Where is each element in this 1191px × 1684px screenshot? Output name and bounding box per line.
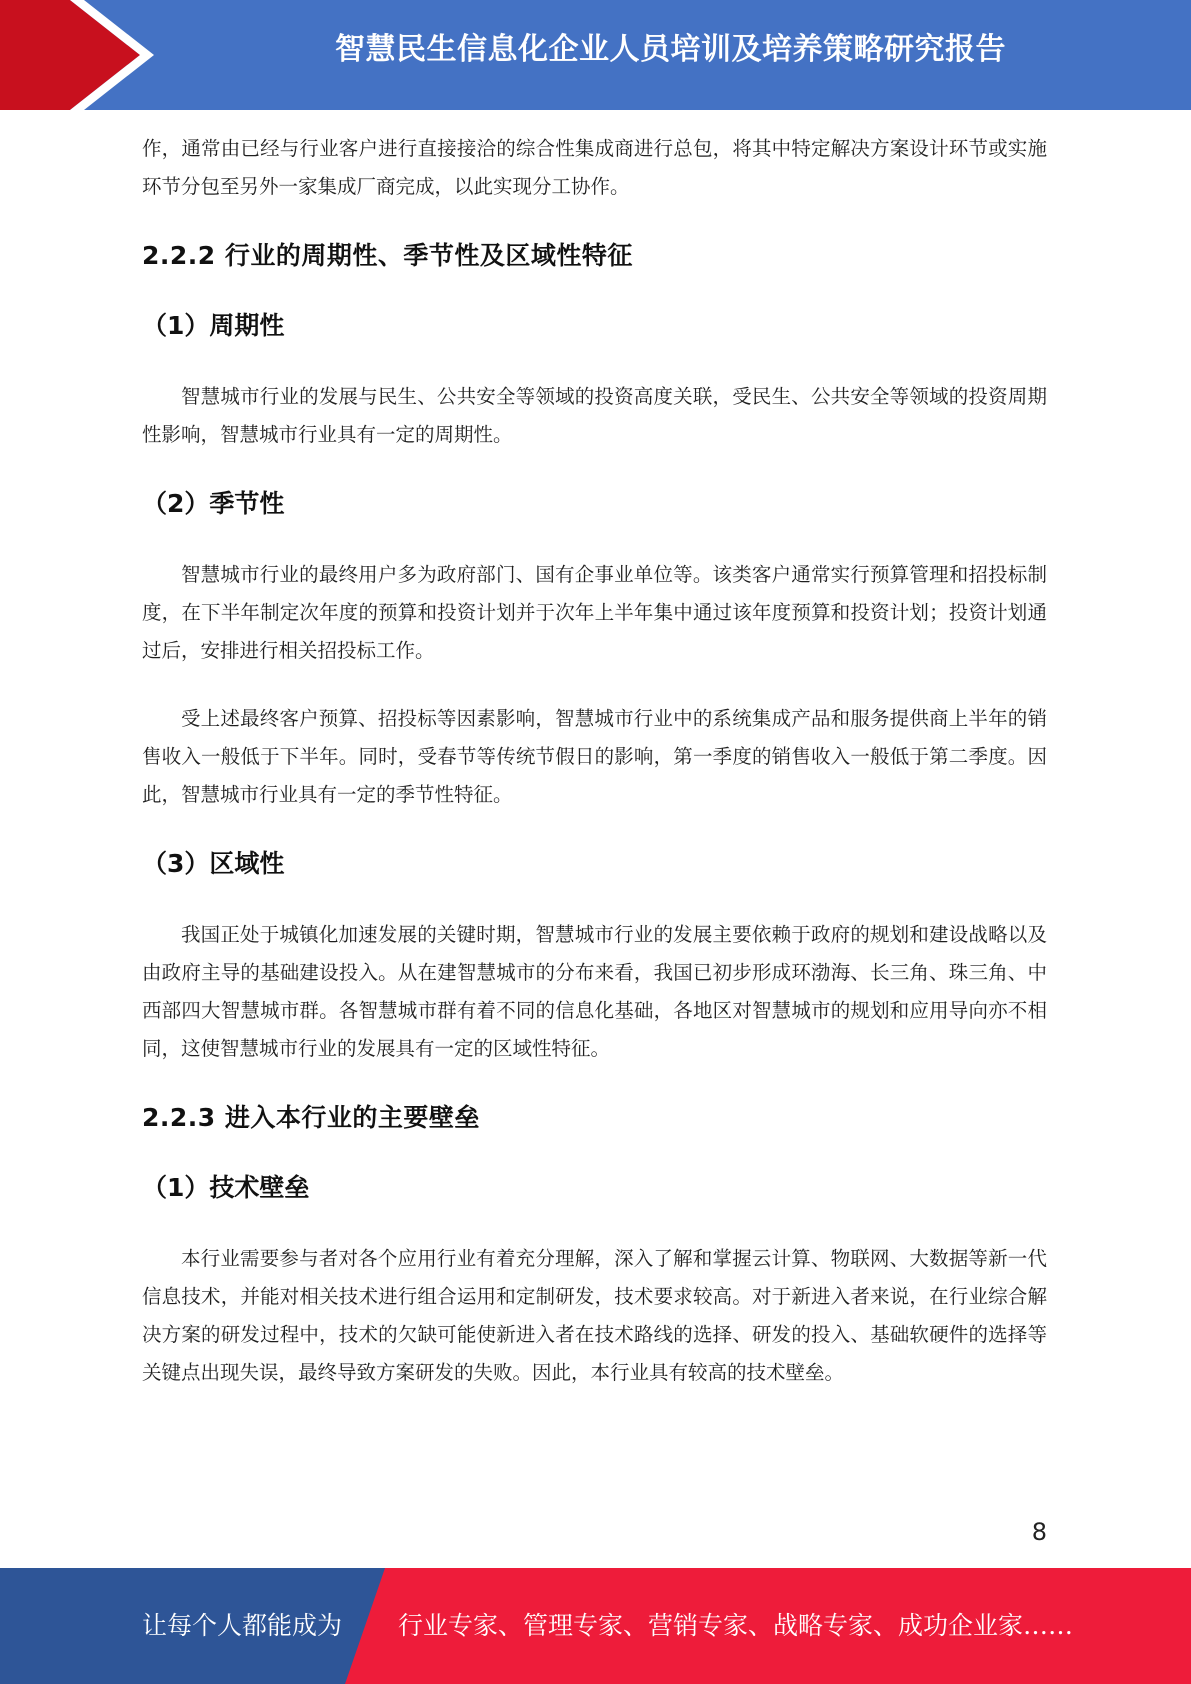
paragraph-cyclical: 智慧城市行业的发展与民生、公共安全等领域的投资高度关联，受民生、公共安全等领域的投资周期性影响，智慧城市行业具有一定的周期性。 xyxy=(142,385,1047,446)
section-heading-2-2-2: 2.2.2 行业的周期性、季节性及区域性特征 xyxy=(142,241,633,270)
document-body xyxy=(142,130,1047,1392)
subheading-regional: （3）区域性 xyxy=(142,849,285,878)
paragraph-tech-barrier: 本行业需要参与者对各个应用行业有着充分理解，深入了解和掌握云计算、物联网、大数据等新一代信息技术，并能对相关技术进行组合运用和定制研发，技术要求较高。对于新进入者来说，在行业综合解决方案的研发过程中，技术的欠缺可能使新进入者在技术路线的选择、研发的投入、基础软硬件的选择等关键点出现失误，最终导致方案研发的失败。因此，本行业具有较高的技术壁垒。 xyxy=(142,1247,1047,1384)
page-header xyxy=(0,0,1191,110)
page-number: 8 xyxy=(1031,1518,1047,1546)
subheading-tech-barrier: （1）技术壁垒 xyxy=(142,1173,310,1202)
paragraph-seasonal-1: 智慧城市行业的最终用户多为政府部门、国有企事业单位等。该类客户通常实行预算管理和招投标制度，在下半年制定次年度的预算和投资计划并于次年上半年集中通过该年度预算和投资计划；投资计划通过后，安排进行相关招投标工作。 xyxy=(142,563,1047,662)
footer-slogan-right: 行业专家、管理专家、营销专家、战略专家、成功企业家…… xyxy=(398,1611,1074,1640)
paragraph-intro: 作，通常由已经与行业客户进行直接接洽的综合性集成商进行总包，将其中特定解决方案设计环节或实施环节分包至另外一家集成厂商完成，以此实现分工协作。 xyxy=(142,137,1047,198)
subheading-seasonal: （2）季节性 xyxy=(142,489,285,518)
paragraph-regional: 我国正处于城镇化加速发展的关键时期，智慧城市行业的发展主要依赖于政府的规划和建设战略以及由政府主导的基础建设投入。从在建智慧城市的分布来看，我国已初步形成环渤海、长三角、珠三角、中西部四大智慧城市群。各智慧城市群有着不同的信息化基础，各地区对智慧城市的规划和应用导向亦不相同，这使智慧城市行业的发展具有一定的区域性特征。 xyxy=(142,923,1047,1060)
page-footer xyxy=(0,1568,1191,1684)
header-title: 智慧民生信息化企业人员培训及培养策略研究报告 xyxy=(335,32,1006,67)
section-heading-2-2-3: 2.2.3 进入本行业的主要壁垒 xyxy=(142,1103,480,1132)
paragraph-seasonal-2: 受上述最终客户预算、招投标等因素影响，智慧城市行业中的系统集成产品和服务提供商上半年的销售收入一般低于下半年。同时，受春节等传统节假日的影响，第一季度的销售收入一般低于第二季度。因此，智慧城市行业具有一定的季节性特征。 xyxy=(142,707,1047,806)
subheading-cyclical: （1）周期性 xyxy=(142,311,285,340)
footer-slogan-left: 让每个人都能成为 xyxy=(142,1611,343,1640)
header-arrow-decoration xyxy=(0,0,160,110)
